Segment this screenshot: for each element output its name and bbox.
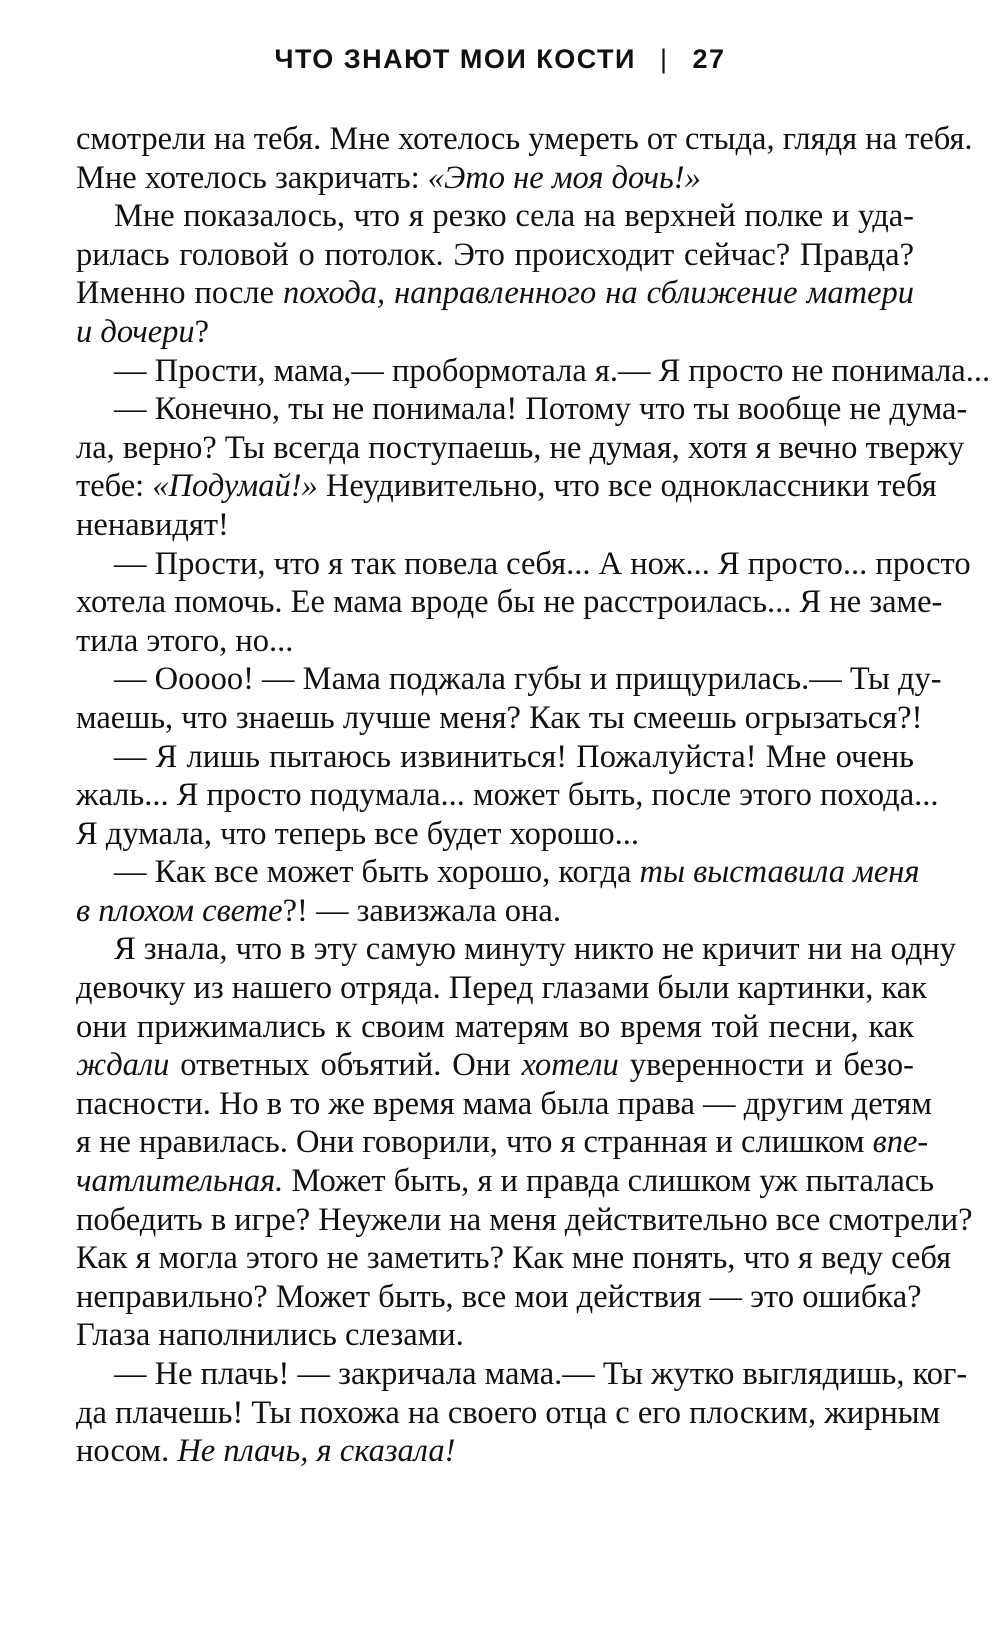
text-line: [76, 738, 914, 777]
text-line: [76, 583, 943, 622]
text-segment: — Я лишь пытаюсь извиниться! Пожалуйста! Мне очень: [114, 738, 914, 775]
text-line: [76, 1316, 914, 1355]
text-segment: жаль... Я просто подумала... может быть, после этого похода...: [76, 777, 939, 814]
text-segment: — Ооооо! — Мама поджала губы и прищурилась.— Ты ду-: [114, 661, 942, 698]
text-line: [76, 776, 939, 815]
text-line: [76, 660, 942, 699]
text-line: [76, 1162, 935, 1201]
text-segment: хотела помочь. Ее мама вроде бы не расстроилась... Я не заме-: [76, 584, 943, 621]
text-segment: Глаза наполнились слезами.: [76, 1317, 464, 1354]
text-line: [76, 545, 971, 584]
italic-text: в плохом свете: [76, 892, 283, 929]
text-line: [76, 159, 914, 198]
text-segment: Мне хотелось закричать:: [76, 159, 428, 196]
text-segment: смотрели на тебя. Мне хотелось умереть от стыда, глядя на тебя.: [76, 121, 973, 157]
text-segment: рилась головой о потолок. Это происходит сейчас? Правда?: [76, 236, 914, 273]
italic-text: чатлительная.: [76, 1163, 284, 1200]
text-line: [76, 236, 914, 275]
header-separator: |: [659, 44, 669, 74]
text-segment: девочку из нашего отряда. Перед глазами были картинки, как: [76, 970, 927, 1007]
text-segment: ла, верно? Ты всегда поступаешь, не думая, хотя я вечно твержу: [76, 429, 965, 466]
text-line: [76, 1432, 914, 1471]
text-segment: пасности. Но в то же время мама была права — другим детям: [76, 1085, 932, 1122]
text-segment: Как я могла этого не заметить? Как мне понять, что я веду себя: [76, 1240, 952, 1277]
text-line: [76, 1239, 952, 1278]
text-segment: неправильно? Может быть, все мои действия — это ошибка?: [76, 1278, 922, 1315]
text-segment: они прижимались к своим матерям во время той песни, как: [76, 1008, 914, 1045]
text-segment: Я думала, что теперь все будет хорошо...: [76, 815, 639, 852]
text-line: [76, 390, 968, 429]
text-segment: носом.: [76, 1433, 178, 1470]
text-line: [76, 1355, 968, 1394]
page-number: 27: [692, 44, 726, 74]
text-line: [76, 1008, 914, 1047]
italic-text: ты выставила меня: [639, 854, 920, 891]
text-segment: ?! — завизжала она.: [282, 892, 561, 929]
body-text: [76, 120, 991, 1471]
italic-text: впе-: [872, 1124, 929, 1161]
text-line: [76, 467, 937, 506]
text-segment: Неудивительно, что все одноклассники тебя: [317, 468, 937, 505]
text-segment: ?: [194, 313, 210, 350]
italic-text: «Это не моя дочь!»: [427, 159, 701, 196]
text-segment: — Не плачь! — закричала мама.— Ты жутко выглядишь, ког-: [114, 1356, 968, 1392]
text-segment: Мне показалось, что я резко села на верхней полке и уда-: [114, 198, 914, 235]
running-head: [0, 44, 1000, 75]
text-line: [76, 622, 914, 661]
text-line: [76, 1123, 929, 1162]
text-segment: тила этого, но...: [76, 622, 294, 659]
book-title: ЧТО ЗНАЮТ МОИ КОСТИ: [274, 44, 636, 74]
text-line: [76, 969, 927, 1008]
text-segment: победить в игре? Неужели на меня действительно все смотрели?: [76, 1201, 973, 1238]
text-segment: — Как все может быть хорошо, когда: [114, 854, 640, 891]
text-segment: тебе:: [76, 468, 153, 505]
text-segment: — Прости, мама,— пробормотала я.— Я просто не понимала...: [114, 352, 991, 389]
italic-text: похода, направленного на сближение матери: [283, 275, 914, 312]
text-segment: Именно после: [76, 275, 284, 312]
text-line: [76, 1046, 914, 1085]
text-line: [76, 815, 914, 854]
italic-text: «Подумай!»: [152, 468, 318, 505]
text-line: [76, 1278, 922, 1317]
italic-text: ждали: [76, 1047, 170, 1084]
text-line: [76, 1394, 941, 1433]
text-line: [76, 853, 920, 892]
text-line: [76, 313, 914, 352]
text-line: [76, 274, 914, 313]
text-line: [76, 197, 914, 236]
text-segment: — Конечно, ты не понимала! Потому что ты вообще не дума-: [114, 391, 968, 428]
text-segment: уверенности и безо-: [618, 1047, 914, 1084]
text-segment: ненавидят!: [76, 506, 229, 543]
text-segment: — Прости, что я так повела себя... А нож... Я просто... просто: [114, 545, 971, 582]
text-segment: Может быть, я и правда слишком уж пыталась: [283, 1163, 935, 1200]
text-line: [76, 120, 973, 159]
text-line: [76, 892, 914, 931]
text-segment: да плачешь! Ты похожа на своего отца с его плоским, жирным: [76, 1394, 941, 1431]
text-segment: я не нравилась. Они говорили, что я странная и слишком: [76, 1124, 873, 1161]
text-line: [76, 429, 965, 468]
text-line: [76, 1201, 973, 1240]
italic-text: хотели: [521, 1047, 619, 1084]
text-segment: маешь, что знаешь лучше меня? Как ты смеешь огрызаться?!: [76, 699, 923, 736]
text-line: [76, 506, 914, 545]
italic-text: и дочери: [76, 313, 195, 350]
text-segment: Я знала, что в эту самую минуту никто не кричит ни на одну: [114, 931, 957, 968]
text-line: [76, 930, 957, 969]
text-line: [76, 699, 923, 738]
text-segment: ответных объятий. Они: [169, 1047, 522, 1084]
text-line: [76, 352, 991, 391]
italic-text: Не плачь, я сказала!: [177, 1433, 456, 1470]
text-line: [76, 1085, 932, 1124]
